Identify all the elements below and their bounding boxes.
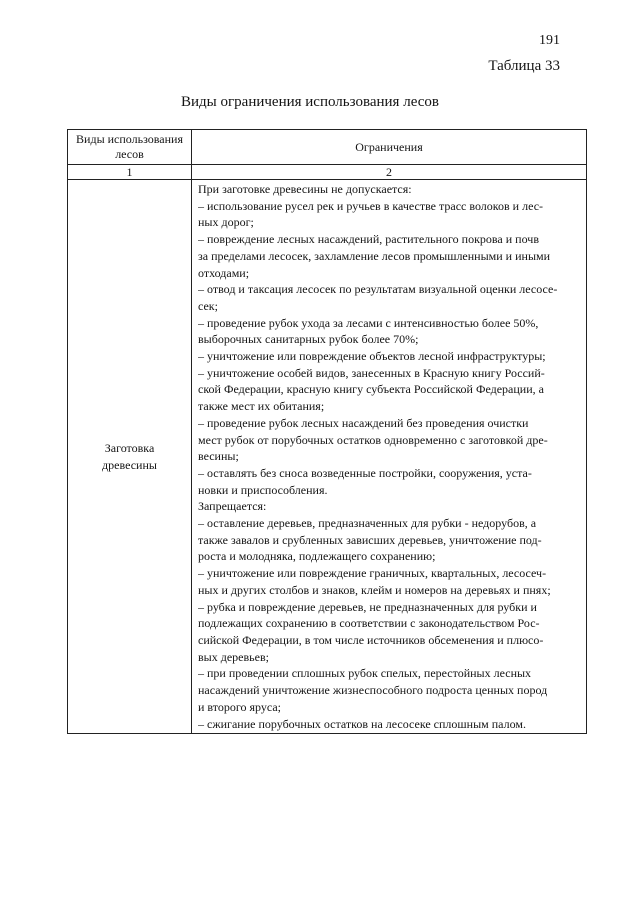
header-forest-use-line-1: Виды использования [76, 132, 183, 146]
restriction-text-line: При заготовке древесины не допускается: [198, 182, 412, 196]
restriction-text-line: – проведение рубок лесных насаждений без проведения очистки [198, 415, 529, 430]
table-label: Таблица 33 [488, 58, 560, 74]
restriction-text-line: подлежащих сохранению в соответствии с законодательством Рос- [198, 616, 540, 631]
page-number: 191 [539, 33, 560, 48]
header-forest-use-line-2: лесов [115, 147, 144, 161]
restriction-text-line: вых деревьев; [198, 649, 269, 664]
restriction-text-line: роста и молодняка, подлежащего сохранению; [198, 549, 436, 564]
restriction-text-line: отходами; [198, 265, 250, 280]
restriction-text-line: также завалов и срубленных зависших деревьев, уничтожение под- [198, 532, 542, 547]
restriction-text-line: – оставление деревьев, предназначенных для рубки - недорубов, а [198, 516, 537, 531]
column-number-1: 1 [68, 165, 192, 180]
restriction-text-line: – оставлять без сноса возведенные постройки, сооружения, уста- [198, 465, 532, 480]
restriction-text-line: – использование русел рек и ручьев в качестве трасс волоков и лес- [198, 198, 544, 213]
column-number-2: 2 [192, 165, 587, 180]
restriction-text-line: – проведение рубок ухода за лесами с интенсивностью более 50%, [198, 315, 539, 330]
restriction-text-line: – уничтожение особей видов, занесенных в Красную книгу Россий- [198, 365, 545, 380]
document-title: Виды ограничения использования лесов [181, 94, 439, 110]
restriction-text-line: – рубка и повреждение деревьев, не предназначенных для рубки и [198, 599, 537, 614]
restriction-text-line: – отвод и таксация лесосек по результатам визуальной оценки лесосе- [198, 282, 558, 297]
restriction-text-line: – сжигание порубочных остатков на лесосеке сплошным палом. [198, 716, 526, 731]
forest-use-type-line-2: древесины [102, 457, 157, 472]
header-cell-restrictions: Ограничения [192, 130, 587, 165]
restriction-text-line: ской Федерации, красную книгу субъекта Российской Федерации, а [198, 382, 544, 397]
restriction-text-line: – повреждение лесных насаждений, растительного покрова и почв [198, 232, 539, 247]
restriction-text-line: ных и других столбов и знаков, клейм и номеров на деревьях и пнях; [198, 582, 551, 597]
restriction-text-line: – при проведении сплошных рубок спелых, перестойных лесных [198, 666, 532, 681]
restriction-text-line: насаждений уничтожение жизнеспособного подроста ценных пород [198, 683, 548, 698]
header-cell-forest-use-types [68, 130, 192, 165]
forest-use-type-cell [68, 180, 192, 734]
restriction-text-line: ных дорог; [198, 215, 254, 230]
restriction-text-line: за пределами лесосек, захламление лесов промышленными и иными [198, 248, 551, 263]
restriction-text-line: сийской Федерации, в том числе источников обсеменения и плюсо- [198, 632, 544, 647]
restriction-text-line: весины; [198, 449, 239, 464]
restriction-text-line: выборочных санитарных рубок более 70%; [198, 332, 419, 347]
restriction-text-line: мест рубок от порубочных остатков одновременно с заготовкой дре- [198, 432, 548, 447]
restriction-text-line: Запрещается: [198, 499, 267, 514]
table-header-row [68, 130, 587, 165]
restriction-text-line: – уничтожение или повреждение граничных, квартальных, лесосеч- [198, 566, 547, 581]
table-column-number-row [68, 165, 587, 180]
table-row [68, 180, 587, 734]
forest-use-type-line-1: Заготовка [104, 440, 155, 455]
restriction-text-line: и второго яруса; [198, 699, 281, 714]
restriction-text-line: также мест их обитания; [198, 399, 325, 414]
restrictions-table [67, 129, 587, 734]
restriction-text-line: – уничтожение или повреждение объектов лесной инфраструктуры; [198, 349, 546, 364]
restrictions-text-cell [192, 180, 587, 734]
restriction-text-line: сек; [198, 298, 218, 313]
restriction-text-line: новки и приспособления. [198, 482, 328, 497]
